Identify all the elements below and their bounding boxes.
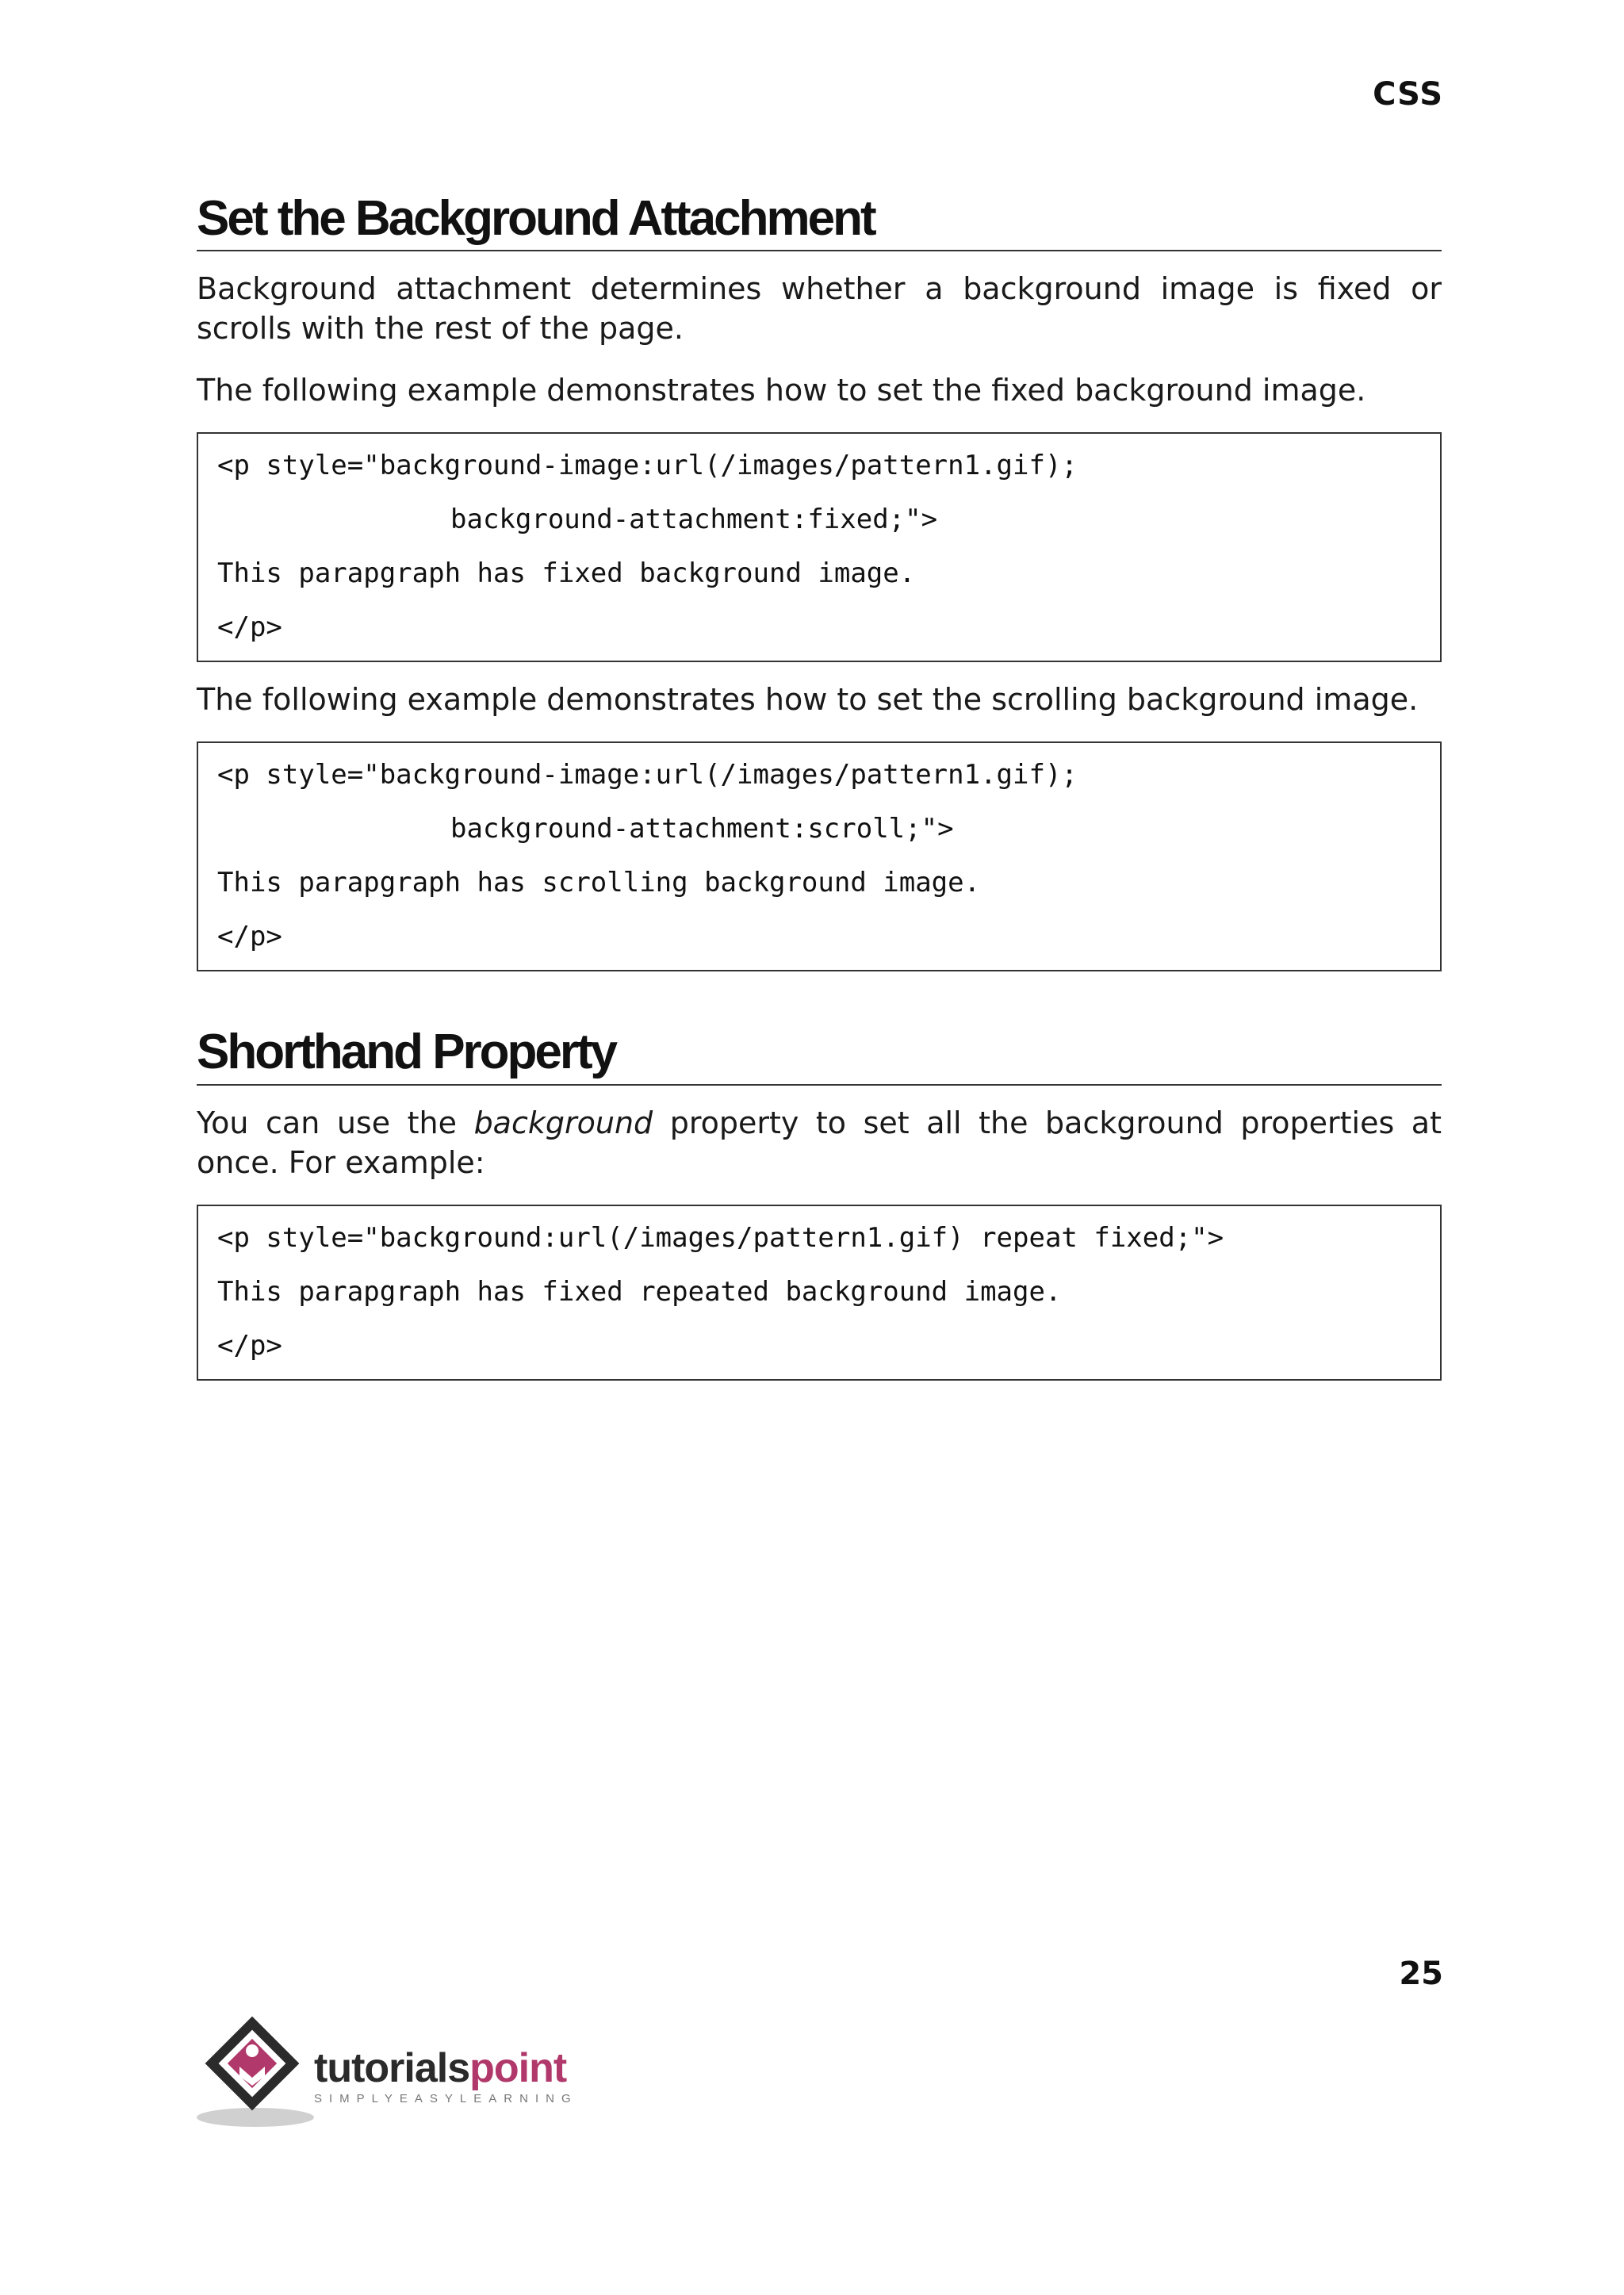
paragraph-scroll-example: The following example demonstrates how to set the scrolling background image. — [197, 682, 1419, 718]
section-shorthand — [197, 1024, 1442, 1380]
logo-tagline: SIMPLYEASYLEARNING — [314, 2092, 578, 2105]
paragraph-text: You can use the — [197, 1105, 474, 1140]
code-line: <p style="background:url(/images/pattern1.gif) repeat fixed;"> — [217, 1221, 1224, 1254]
code-line: </p> — [217, 611, 282, 644]
running-header-title: CSS — [1373, 76, 1443, 113]
logo-wordmark-part: tutorials — [314, 2045, 470, 2091]
code-line: background-attachment:fixed;"> — [450, 504, 938, 536]
code-line: This parapgraph has scrolling background image. — [217, 867, 981, 899]
code-block-shorthand — [197, 1205, 1442, 1381]
code-line: </p> — [217, 921, 282, 953]
code-block-fixed — [197, 432, 1442, 662]
page-number: 25 — [1399, 1956, 1443, 1992]
tutorialspoint-diamond-logo-icon — [195, 2014, 314, 2133]
paragraph-intro: Background attachment determines whether a background image is fixed or scrolls with the rest of the page. — [197, 271, 1442, 347]
emphasis-background-keyword: background — [473, 1105, 653, 1140]
code-line: <p style="background-image:url(/images/pattern1.gif); — [217, 450, 1078, 482]
logo-wordmark-part: point — [469, 2045, 567, 2091]
code-line: <p style="background-image:url(/images/pattern1.gif); — [217, 759, 1078, 791]
code-line: background-attachment:scroll;"> — [450, 813, 954, 845]
paragraph-fixed-example: The following example demonstrates how to set the fixed background image. — [197, 373, 1366, 408]
section-heading-shorthand-property: Shorthand Property — [197, 1024, 1442, 1085]
paragraph-shorthand — [197, 1103, 1442, 1182]
tutorialspoint-logo — [195, 2014, 607, 2133]
code-block-scroll — [197, 741, 1442, 971]
paragraph-text: property to set all the background properties at once. For example: — [197, 1105, 1442, 1180]
section-heading-background-attachment: Set the Background Attachment — [197, 190, 1442, 251]
logo-wordmark — [314, 2044, 566, 2092]
code-line: This parapgraph has fixed repeated background image. — [217, 1275, 1062, 1308]
code-line: </p> — [217, 1329, 282, 1362]
page-content — [197, 190, 1442, 1381]
code-line: This parapgraph has fixed background image. — [217, 557, 916, 590]
